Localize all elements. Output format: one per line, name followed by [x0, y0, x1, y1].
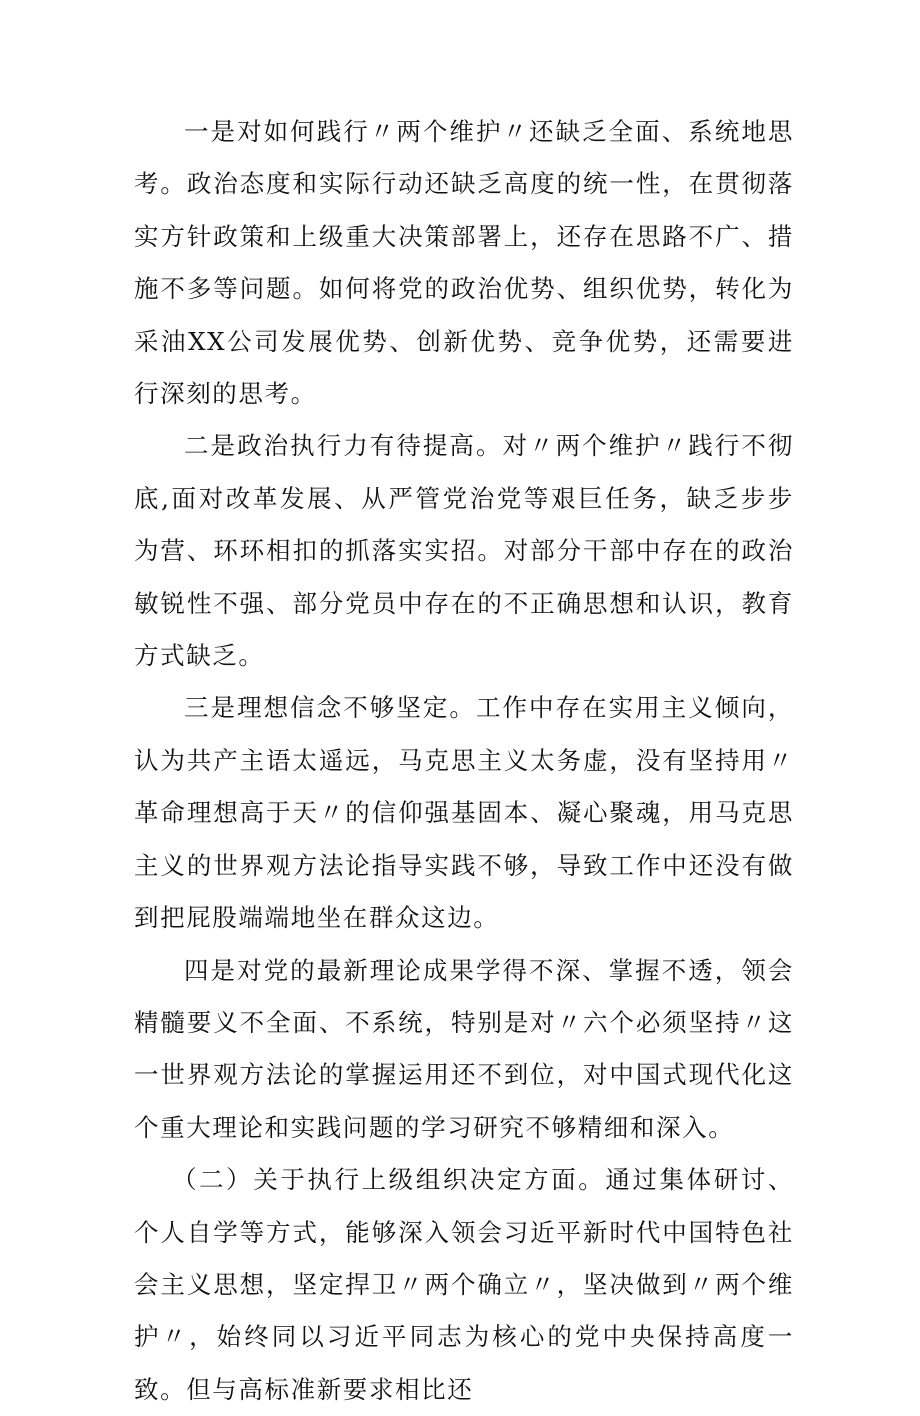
paragraph-political-awareness: 一是对如何践行〃两个维护〃还缺乏全面、系统地思考。政治态度和实际行动还缺乏高度的统一性，在贯彻落实方针政策和上级重大决策部署上，还存在思路不广、措施不多等问题。如何将党的政治优势、组织优势，转化为采油XX公司发展优势、创新优势、竞争优势，还需要进行深刻的思考。 — [134, 117, 794, 409]
paragraph-section-two: （二）关于执行上级组织决定方面。通过集体研讨、个人自学等方式，能够深入领会习近平新时代中国特色社会主义思想，坚定捍卫〃两个确立〃，坚决做到〃两个维护〃，始终同以习近平同志为核心的党中央保持高度一致。但与高标准新要求相比还 — [134, 1165, 794, 1404]
paragraph-ideals-beliefs: 三是理想信念不够坚定。工作中存在实用主义倾向，认为共产主语太遥远，马克思主义太务虚，没有坚持用〃革命理想高于天〃的信仰强基固本、凝心聚魂，用马克思主义的世界观方法论指导实践不够，导致工作中还没有做到把屁股端端地坐在群众这边。 — [134, 693, 794, 933]
paragraph-political-execution: 二是政治执行力有待提高。对〃两个维护〃践行不彻底,面对改革发展、从严管党治党等艰巨任务，缺乏步步为营、环环相扣的抓落实实招。对部分干部中存在的政治敏锐性不强、部分党员中存在的不正确思想和认识，教育方式缺乏。 — [134, 431, 794, 671]
paragraph-theory-study: 四是对党的最新理论成果学得不深、掌握不透，领会精髓要义不全面、不系统，特别是对〃六个必须坚持〃这一世界观方法论的掌握运用还不到位，对中国式现代化这个重大理论和实践问题的学习研究不够精细和深入。 — [134, 955, 794, 1142]
document-body — [134, 106, 794, 1416]
